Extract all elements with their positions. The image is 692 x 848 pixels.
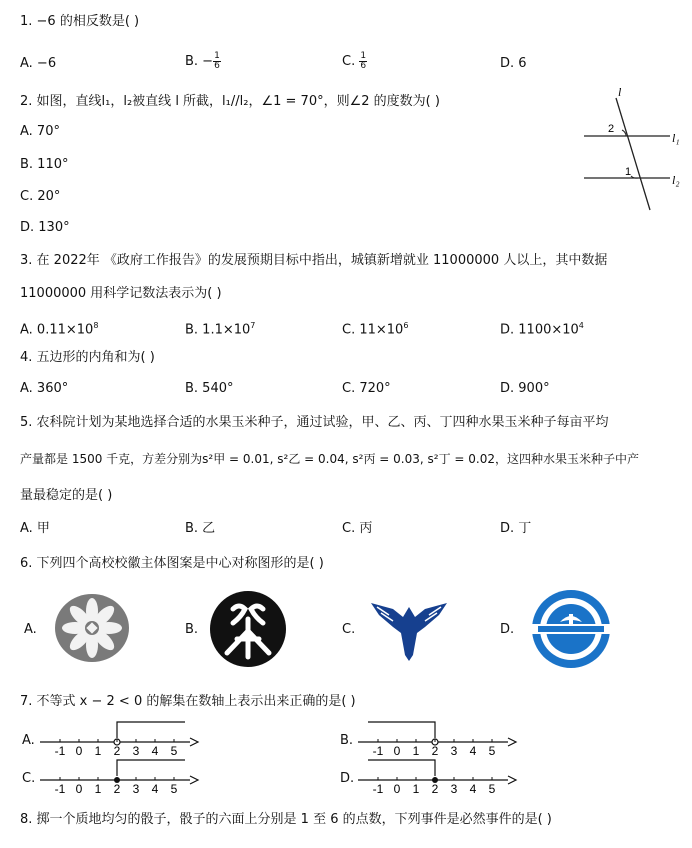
tick-label: 0 bbox=[75, 744, 83, 758]
q3-option-b bbox=[185, 318, 255, 338]
q7-numberline-a bbox=[40, 720, 200, 758]
q5-variance-ding: s²丁 = 0.02 bbox=[427, 452, 495, 466]
tick-label: 2 bbox=[431, 744, 439, 758]
label-angle-1: 1 bbox=[625, 166, 632, 178]
tick-label: 1 bbox=[412, 744, 420, 758]
label-l1: l₁ bbox=[672, 131, 680, 145]
q5-option-c: C. 丙 bbox=[342, 521, 373, 536]
q7-option-d-label: D. bbox=[340, 771, 355, 786]
q7-numberline-d bbox=[358, 758, 518, 796]
tick-label: 5 bbox=[170, 744, 178, 758]
q6-option-b: B. bbox=[185, 622, 199, 637]
tick-label: 3 bbox=[132, 782, 140, 796]
q6-option-d: D. bbox=[500, 622, 515, 637]
q5-stem-line1: 5. 农科院计划为某地选择合适的水果玉米种子，通过试验，甲、乙、丙、丁四种水果玉米种子每亩平均 bbox=[20, 415, 609, 430]
tick-label: 3 bbox=[132, 744, 140, 758]
q2-option-b: B. 110° bbox=[20, 157, 69, 172]
tick-label: 3 bbox=[450, 782, 458, 796]
q1-stem: 1. −6 的相反数是( ) bbox=[20, 14, 140, 29]
q1-option-a: A. −6 bbox=[20, 56, 57, 71]
q8-stem: 8. 掷一个质地均匀的骰子，骰子的六面上分别是 1 至 6 的点数，下列事件是必然事件的是( ) bbox=[20, 812, 552, 827]
q3-option-a bbox=[20, 318, 98, 338]
tick-label: 2 bbox=[113, 782, 121, 796]
emblem-d-circle-icon bbox=[530, 588, 612, 670]
q5-stem-line3: 量最稳定的是( ) bbox=[20, 488, 113, 503]
q7-c-solution-bracket bbox=[117, 760, 185, 776]
q3-c-base: C. 11×10 bbox=[342, 322, 404, 338]
q1-option-b-fraction bbox=[213, 52, 221, 71]
tick-label: 4 bbox=[469, 744, 477, 758]
q3-b-base: B. 1.1×10 bbox=[185, 322, 251, 338]
q7-numberline-b bbox=[358, 720, 518, 758]
q2-option-d: D. 130° bbox=[20, 220, 70, 235]
q3-option-d bbox=[500, 318, 584, 338]
q5-variance-jia: s²甲 = 0.01 bbox=[202, 452, 270, 466]
tick-label: 0 bbox=[75, 782, 83, 796]
q5-option-d: D. 丁 bbox=[500, 521, 532, 536]
q2-option-c: C. 20° bbox=[20, 189, 61, 204]
q4-stem: 4. 五边形的内角和为( ) bbox=[20, 350, 155, 365]
q3-c-exp: 6 bbox=[403, 321, 409, 330]
q5-variance-yi: s²乙 = 0.04 bbox=[277, 452, 345, 466]
q3-b-exp: 7 bbox=[250, 321, 256, 330]
q7-option-a-label: A. bbox=[22, 733, 35, 748]
tick-label: 1 bbox=[412, 782, 420, 796]
tick-label: 5 bbox=[488, 782, 496, 796]
q1-option-b-prefix: B. − bbox=[185, 54, 214, 69]
transversal-l bbox=[616, 98, 650, 210]
q7-b-solution-bracket bbox=[368, 722, 435, 738]
label-angle-2: 2 bbox=[608, 123, 615, 135]
tick-label: -1 bbox=[372, 744, 384, 758]
tick-label: 0 bbox=[393, 744, 401, 758]
q4-option-b: B. 540° bbox=[185, 381, 234, 396]
tick-label: 1 bbox=[94, 782, 102, 796]
tick-label: 4 bbox=[469, 782, 477, 796]
tick-label: 5 bbox=[170, 782, 178, 796]
q1-option-c bbox=[342, 52, 367, 71]
q2-parallel-lines-figure bbox=[570, 85, 685, 220]
q4-option-c: C. 720° bbox=[342, 381, 391, 396]
q7-option-c-label: C. bbox=[22, 771, 36, 786]
label-l: l bbox=[618, 85, 622, 99]
tick-label: 4 bbox=[151, 782, 159, 796]
q3-stem-line1: 3. 在 2022年 《政府工作报告》的发展预期目标中指出，城镇新增就业 11000000 人以上，其中数据 bbox=[20, 253, 608, 268]
tick-label: 5 bbox=[488, 744, 496, 758]
tick-label: -1 bbox=[54, 744, 66, 758]
q1-option-c-fraction bbox=[359, 52, 367, 71]
tick-label: -1 bbox=[54, 782, 66, 796]
q5-line2-prefix: 产量都是 1500 千克，方差分别为 bbox=[20, 452, 203, 466]
q1-option-d: D. 6 bbox=[500, 56, 527, 71]
q7-d-solution-bracket bbox=[368, 760, 435, 776]
q5-option-a: A. 甲 bbox=[20, 521, 50, 536]
q4-option-d: D. 900° bbox=[500, 381, 550, 396]
q1-c-denominator: 6 bbox=[360, 61, 367, 71]
q7-a-solution-bracket bbox=[117, 722, 185, 738]
q2-option-a: A. 70° bbox=[20, 124, 60, 139]
label-l2: l₂ bbox=[672, 173, 680, 187]
q3-d-exp: 4 bbox=[578, 321, 584, 330]
tick-label: 1 bbox=[94, 744, 102, 758]
q5-variance-bing: s²丙 = 0.03 bbox=[352, 452, 420, 466]
q5-line2-suffix: ，这四种水果玉米种子中产 bbox=[494, 452, 639, 466]
q6-stem: 6. 下列四个高校校徽主体图案是中心对称图形的是( ) bbox=[20, 556, 324, 571]
tick-label: 2 bbox=[113, 744, 121, 758]
q5-stem-line2: 产量都是 1500 千克，方差分别为s²甲 = 0.01, s²乙 = 0.04, s²丙 = 0.03, s²丁 = 0.02，这四种水果玉米种子中产 bbox=[20, 452, 639, 466]
q7-stem: 7. 不等式 x − 2 < 0 的解集在数轴上表示出来正确的是( ) bbox=[20, 694, 356, 709]
emblem-b-peking-icon bbox=[207, 589, 289, 669]
q2-stem: 2. 如图，直线l₁，l₂被直线 l 所截，l₁//l₂，∠1 = 70°，则∠2 的度数为( ) bbox=[20, 94, 440, 109]
q3-option-c bbox=[342, 318, 408, 338]
tick-label: 2 bbox=[431, 782, 439, 796]
q3-stem-line2: 11000000 用科学记数法表示为( ) bbox=[20, 286, 222, 301]
q6-option-c: C. bbox=[342, 622, 356, 637]
tick-label: 4 bbox=[151, 744, 159, 758]
q3-a-exp: 8 bbox=[93, 321, 99, 330]
q1-option-b bbox=[185, 52, 221, 71]
emblem-c-eagle-icon bbox=[369, 597, 449, 661]
q4-option-a: A. 360° bbox=[20, 381, 69, 396]
tick-label: -1 bbox=[372, 782, 384, 796]
q5-option-b: B. 乙 bbox=[185, 521, 216, 536]
q1-c-numerator: 1 bbox=[360, 51, 367, 61]
q7-option-b-label: B. bbox=[340, 733, 354, 748]
tick-label: 0 bbox=[393, 782, 401, 796]
tick-label: 3 bbox=[450, 744, 458, 758]
q6-option-a: A. bbox=[24, 622, 37, 637]
q1-b-denominator: 6 bbox=[214, 61, 220, 71]
q3-a-base: A. 0.11×10 bbox=[20, 322, 94, 338]
q3-d-base: D. 1100×10 bbox=[500, 322, 579, 338]
q1-option-c-prefix: C. bbox=[342, 54, 360, 69]
q7-numberline-c bbox=[40, 758, 200, 796]
emblem-a-flower-icon bbox=[53, 593, 131, 663]
q1-b-numerator: 1 bbox=[214, 51, 220, 61]
